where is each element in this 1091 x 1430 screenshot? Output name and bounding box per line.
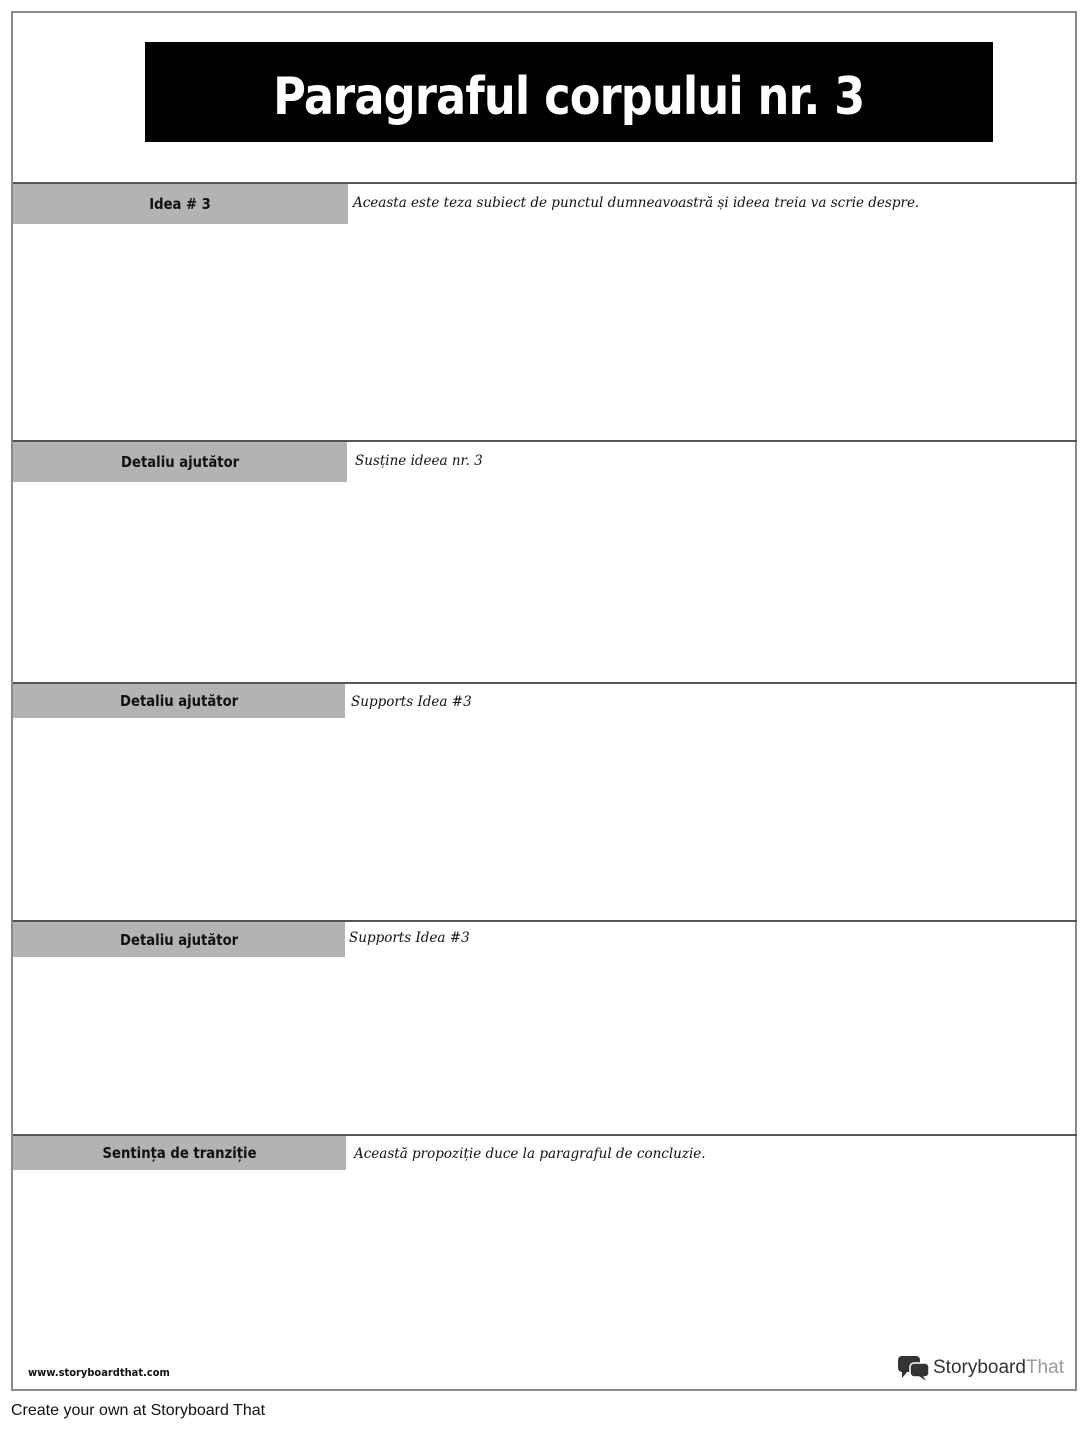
- section-label: Detaliu ajutător: [119, 930, 239, 949]
- section-label: Idea # 3: [149, 195, 212, 213]
- section-label: Detaliu ajutător: [120, 453, 240, 471]
- section-prompt: Supports Idea #3: [351, 694, 472, 710]
- section-supporting-detail-3: [13, 920, 1077, 1132]
- section-label-box: [13, 442, 347, 482]
- section-label-box: [13, 1136, 346, 1170]
- section-prompt: Susține ideea nr. 3: [355, 453, 483, 469]
- speech-bubbles-icon: [897, 1354, 931, 1382]
- section-main-idea: [13, 182, 1077, 438]
- logo-wordmark-bold: Storyboard: [933, 1357, 1026, 1378]
- section-supporting-detail-2: [13, 682, 1077, 918]
- storyboardthat-logo[interactable]: [897, 1354, 1064, 1382]
- page-title: Paragraful corpului nr. 3: [273, 67, 865, 127]
- footer-url[interactable]: www.storyboardthat.com: [28, 1366, 170, 1379]
- section-prompt: Această propoziție duce la paragraful de concluzie.: [354, 1146, 706, 1162]
- section-prompt: Supports Idea #3: [349, 930, 470, 946]
- worksheet: [11, 11, 1077, 1391]
- section-prompt: Aceasta este teza subiect de punctul dumneavoastră și ideea treia va scrie despre.: [353, 195, 920, 211]
- section-label-box: [13, 184, 348, 224]
- logo-wordmark-light: That: [1025, 1357, 1064, 1378]
- section-label: Detaliu ajutător: [119, 692, 239, 710]
- logo-wordmark: [933, 1357, 1064, 1379]
- section-label-box: [13, 684, 345, 718]
- section-label: Sentința de tranziție: [102, 1144, 257, 1162]
- title-banner: [145, 42, 993, 142]
- create-your-own-caption[interactable]: Create your own at Storyboard That: [11, 1402, 266, 1419]
- section-label-box: [13, 922, 345, 957]
- section-supporting-detail-1: [13, 440, 1077, 680]
- section-transition-sentence: [13, 1134, 1077, 1344]
